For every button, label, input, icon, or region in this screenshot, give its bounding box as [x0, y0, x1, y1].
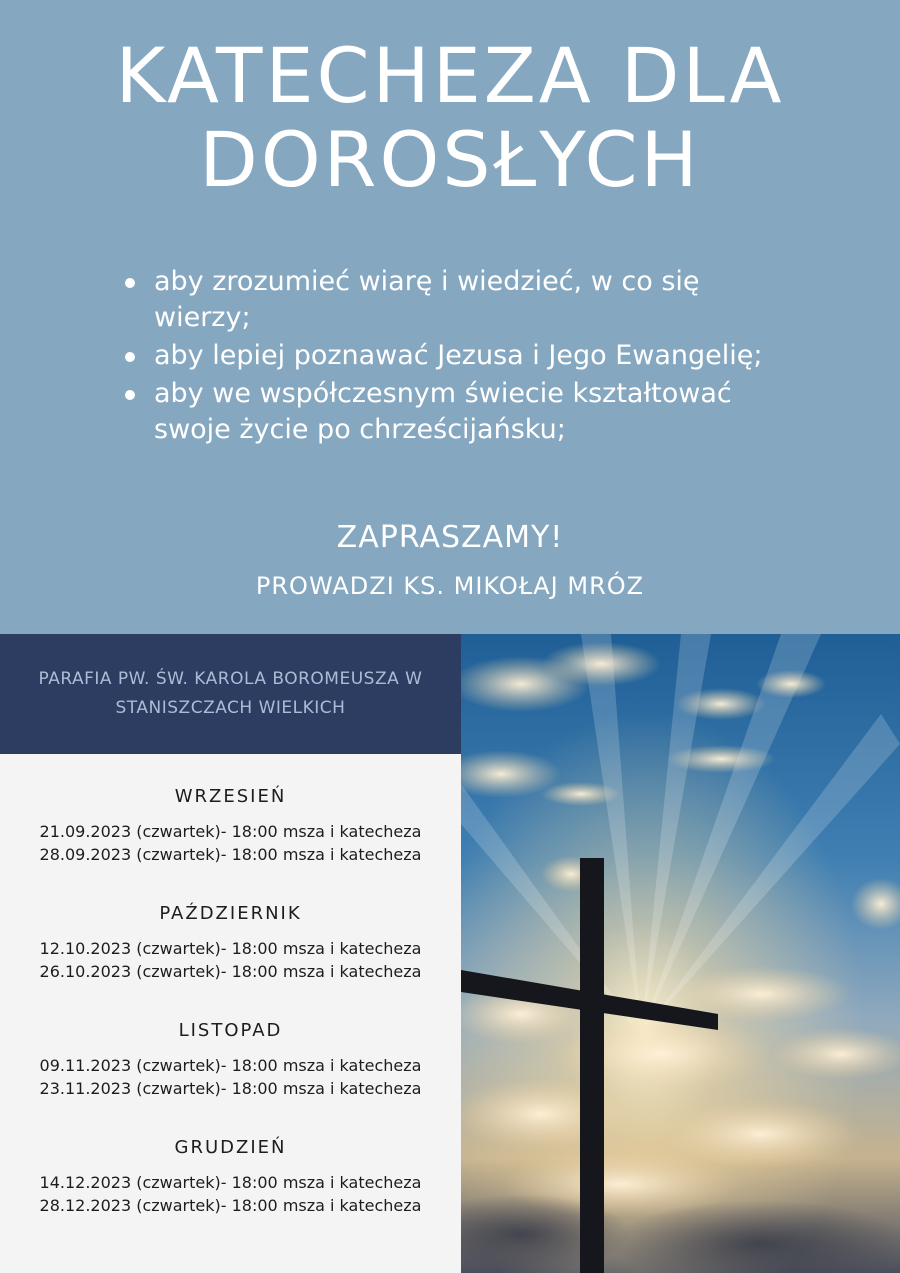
- session-line: 12.10.2023 (czwartek)- 18:00 msza i katecheza: [39, 939, 422, 958]
- month-heading: LISTOPAD: [178, 1020, 283, 1041]
- bullet-dot-icon: [125, 352, 135, 362]
- session-line: 14.12.2023 (czwartek)- 18:00 msza i katecheza: [39, 1173, 422, 1192]
- session-line: 28.12.2023 (czwartek)- 18:00 msza i katecheza: [39, 1196, 422, 1215]
- list-item: [122, 264, 802, 336]
- session-line: 23.11.2023 (czwartek)- 18:00 msza i katecheza: [39, 1079, 422, 1098]
- session-line: 26.10.2023 (czwartek)- 18:00 msza i katecheza: [39, 962, 422, 981]
- leader-text: PROWADZI KS. MIKOŁAJ MRÓZ: [255, 572, 645, 600]
- month-block: [0, 1020, 461, 1100]
- month-block: [0, 1137, 461, 1217]
- bullet-dot-icon: [125, 390, 135, 400]
- bullet-dot-icon: [125, 278, 135, 288]
- session-line: 09.11.2023 (czwartek)- 18:00 msza i katecheza: [39, 1056, 422, 1075]
- poster-title: [0, 31, 900, 204]
- bullet-text: aby we współczesnym świecie kształtować swoje życie po chrześcijańsku;: [154, 378, 732, 445]
- invitation-text: ZAPRASZAMY!: [336, 520, 564, 555]
- month-heading: PAŹDZIERNIK: [159, 903, 302, 924]
- month-block: [0, 903, 461, 983]
- cross-silhouette-sky-image: [461, 634, 900, 1273]
- header-section: [0, 0, 900, 634]
- session-line: 28.09.2023 (czwartek)- 18:00 msza i katecheza: [39, 845, 422, 864]
- title-line-2: DOROSŁYCH: [199, 115, 701, 204]
- session-line: 21.09.2023 (czwartek)- 18:00 msza i katecheza: [39, 822, 422, 841]
- parish-name: PARAFIA PW. ŚW. KAROLA BOROMEUSZA W STANISZCZACH WIELKICH: [38, 669, 423, 718]
- month-heading: WRZESIEŃ: [174, 786, 287, 807]
- title-line-1: KATECHEZA DLA: [115, 31, 785, 120]
- list-item: [122, 338, 802, 374]
- bullet-text: aby zrozumieć wiarę i wiedzieć, w co się wierzy;: [154, 266, 700, 333]
- purpose-list: [122, 264, 802, 450]
- list-item: [122, 376, 802, 448]
- schedule-section: [0, 754, 461, 1273]
- parish-band: [0, 634, 461, 754]
- bullet-text: aby lepiej poznawać Jezusa i Jego Ewangelię;: [154, 340, 763, 371]
- month-block: [0, 786, 461, 866]
- month-heading: GRUDZIEŃ: [174, 1137, 287, 1158]
